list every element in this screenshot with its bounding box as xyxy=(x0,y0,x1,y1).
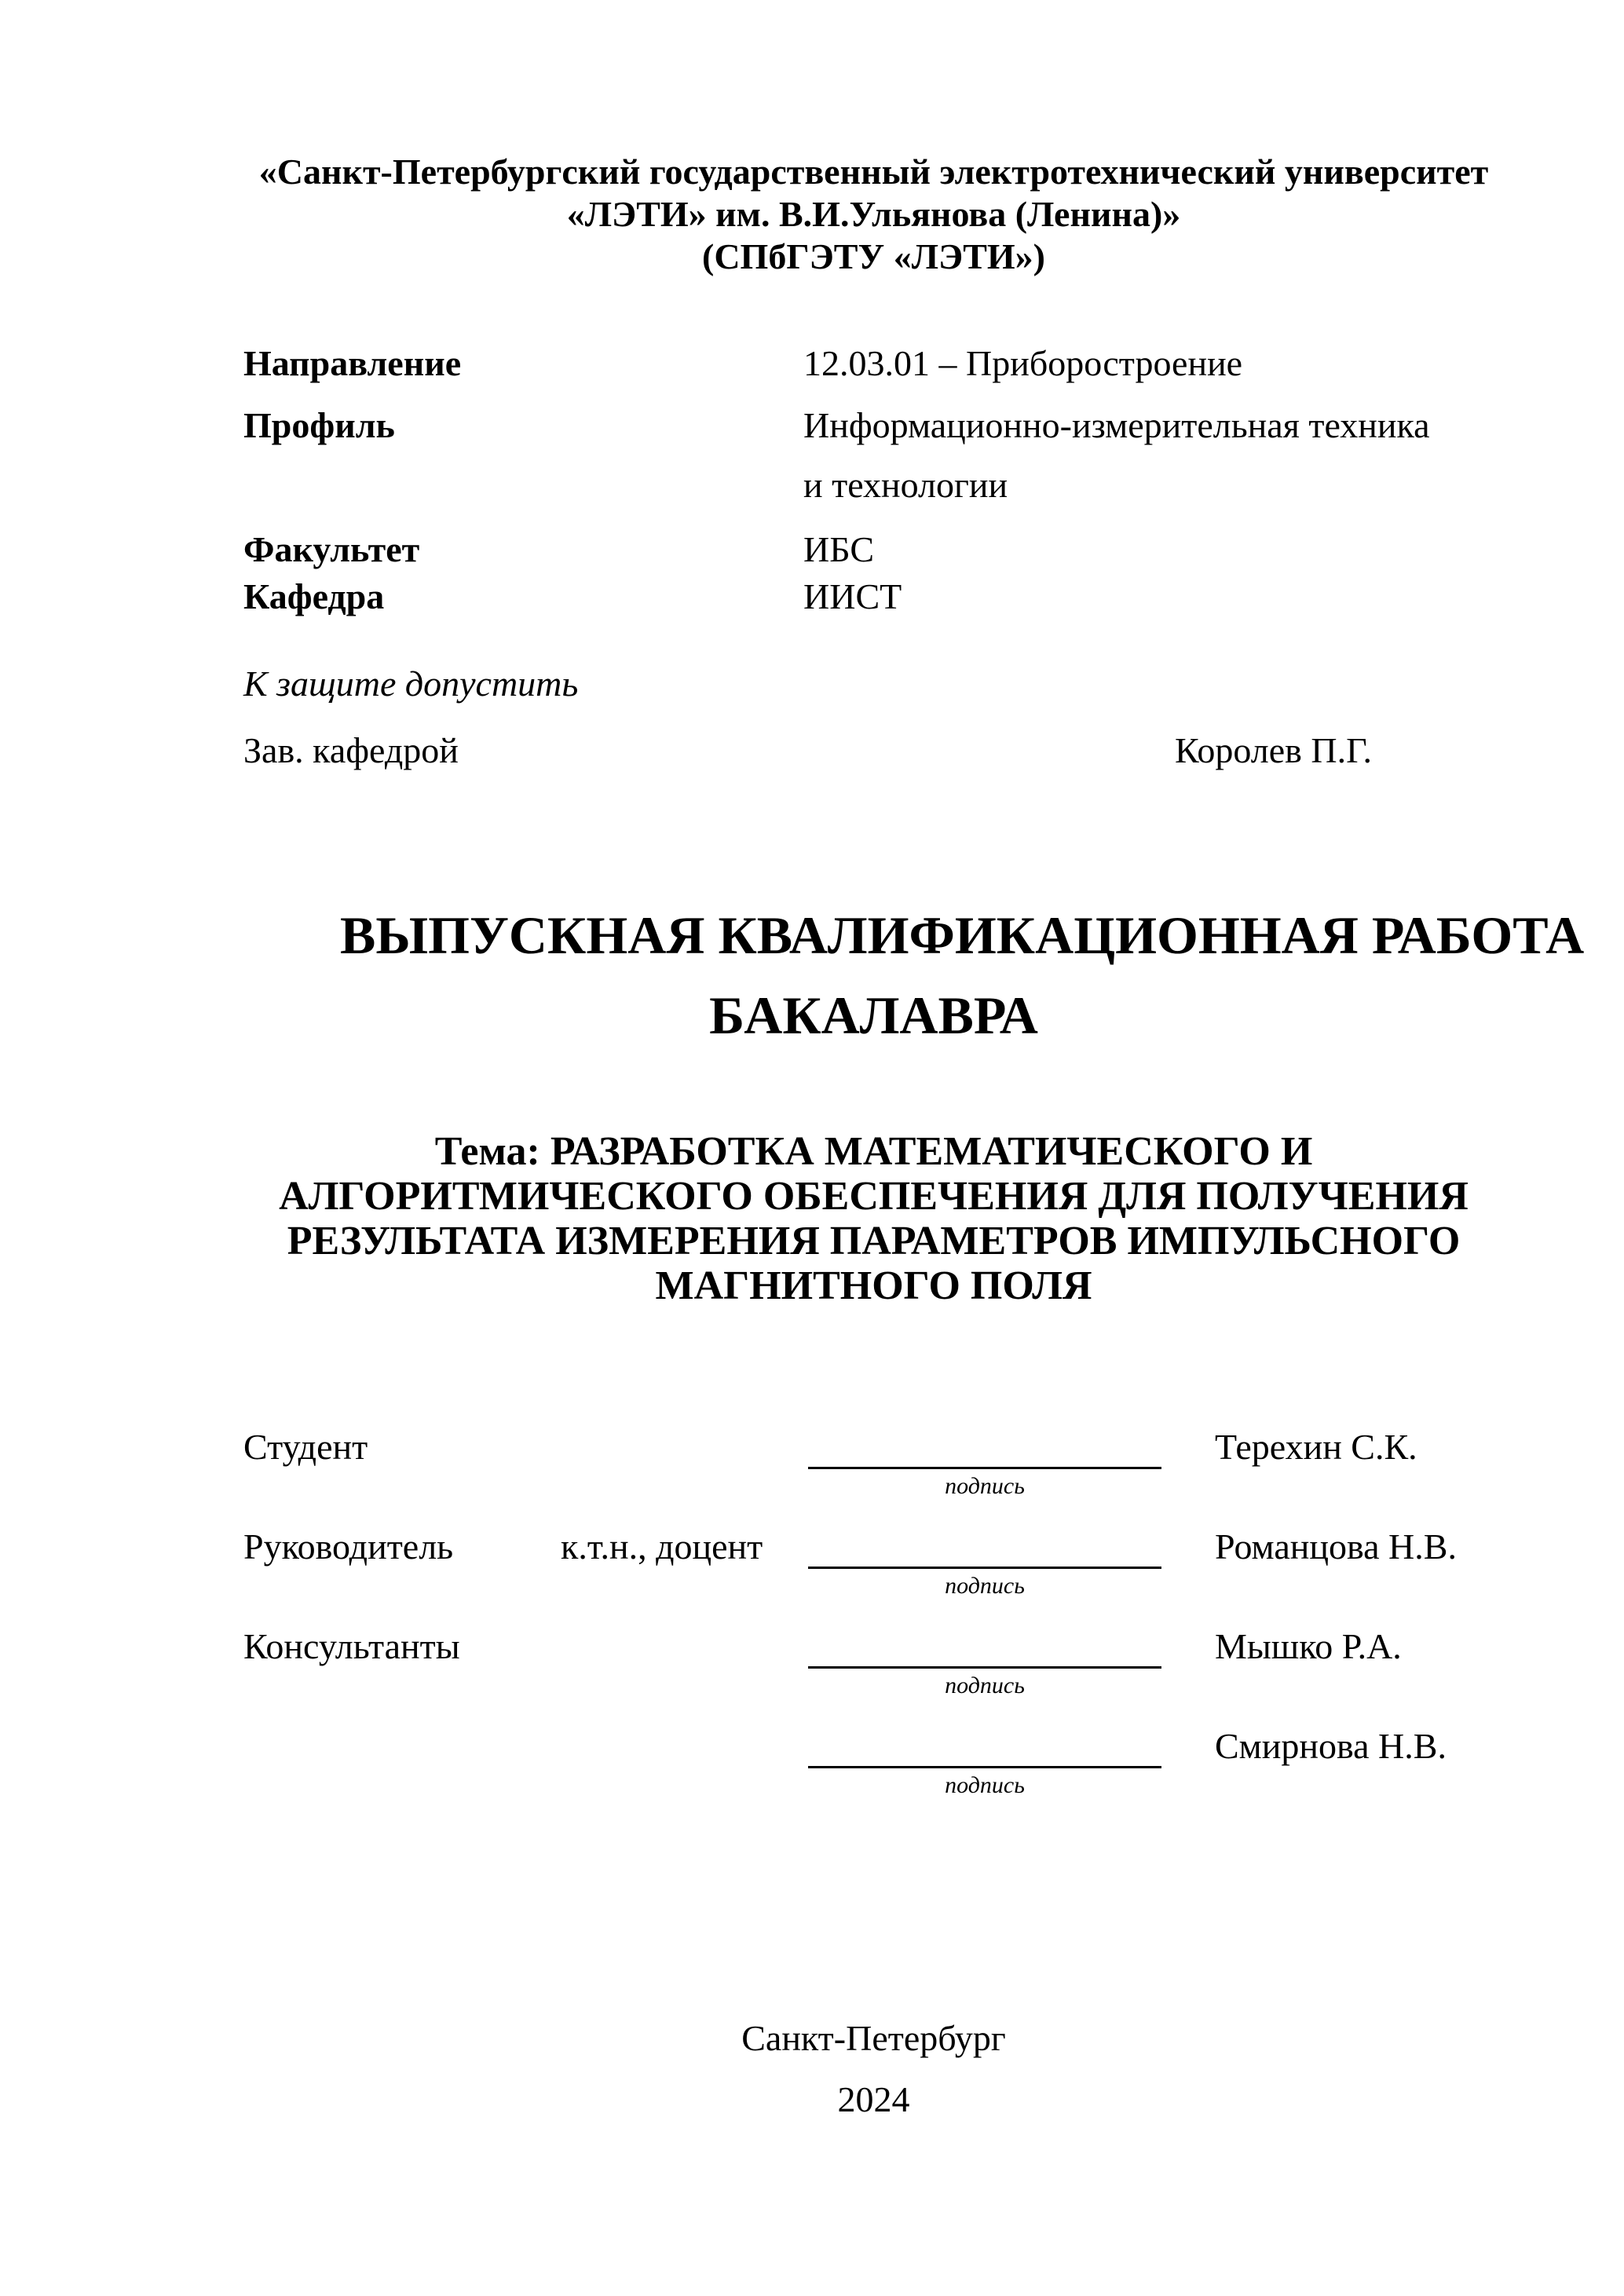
profile-value-line1: Информационно-измерительная техника xyxy=(803,405,1430,445)
profile-label: Профиль xyxy=(243,405,395,445)
supervisor-qualification: к.т.н., доцент xyxy=(561,1526,763,1567)
footer-year: 2024 xyxy=(837,2079,910,2119)
signature-caption: подпись xyxy=(945,1673,1025,1698)
signature-line xyxy=(808,1666,1161,1669)
signature-caption: подпись xyxy=(945,1573,1025,1599)
signature-name-student: Терехин С.К. xyxy=(1215,1427,1417,1467)
department-label: Кафедра xyxy=(243,576,385,616)
faculty-value: ИБС xyxy=(803,529,875,569)
topic-line3: РЕЗУЛЬТАТА ИЗМЕРЕНИЯ ПАРАМЕТРОВ ИМПУЛЬСНОГО xyxy=(287,1219,1461,1263)
topic-line4: МАГНИТНОГО ПОЛЯ xyxy=(655,1263,1092,1308)
signature-line xyxy=(808,1766,1161,1768)
department-value: ИИСТ xyxy=(803,576,902,616)
footer-city: Санкт-Петербург xyxy=(741,2018,1006,2058)
signature-name-consultant2: Смирнова Н.В. xyxy=(1215,1726,1447,1766)
work-title-line2: БАКАЛАВРА xyxy=(709,985,1038,1045)
university-header xyxy=(243,151,1504,278)
signature-caption: подпись xyxy=(945,1772,1025,1798)
work-title-line1: ВЫПУСКНАЯ КВАЛИФИКАЦИОННАЯ РАБОТА xyxy=(340,905,1585,965)
direction-value: 12.03.01 – Приборостроение xyxy=(803,343,1243,383)
university-name-line2: «ЛЭТИ» им. В.И.Ульянова (Ленина)» xyxy=(566,194,1181,234)
signature-caption: подпись xyxy=(945,1473,1025,1499)
university-name-line1: «Санкт-Петербургский государственный электротехнический университет xyxy=(258,152,1489,192)
department-head-label: Зав. кафедрой xyxy=(243,730,459,770)
permit-line: К защите допустить xyxy=(243,664,579,704)
profile-value-line2: и технологии xyxy=(803,465,1008,505)
signature-line xyxy=(808,1567,1161,1569)
signature-role-student: Студент xyxy=(243,1427,368,1467)
signature-role-supervisor: Руководитель xyxy=(243,1526,454,1567)
topic-block xyxy=(243,1129,1504,1308)
direction-label: Направление xyxy=(243,343,462,383)
signature-name-consultant1: Мышко Р.А. xyxy=(1215,1626,1402,1666)
university-name-line3: (СПбГЭТУ «ЛЭТИ») xyxy=(702,236,1045,276)
signature-name-supervisor: Романцова Н.В. xyxy=(1215,1526,1457,1567)
signature-line xyxy=(808,1467,1161,1469)
faculty-label: Факультет xyxy=(243,529,420,569)
signature-role-consultants: Консультанты xyxy=(243,1626,460,1666)
topic-line1: Тема: РАЗРАБОТКА МАТЕМАТИЧЕСКОГО И xyxy=(434,1129,1313,1174)
topic-line2: АЛГОРИТМИЧЕСКОГО ОБЕСПЕЧЕНИЯ ДЛЯ ПОЛУЧЕНИЯ xyxy=(279,1174,1469,1219)
department-head-name: Королев П.Г. xyxy=(1175,730,1373,770)
